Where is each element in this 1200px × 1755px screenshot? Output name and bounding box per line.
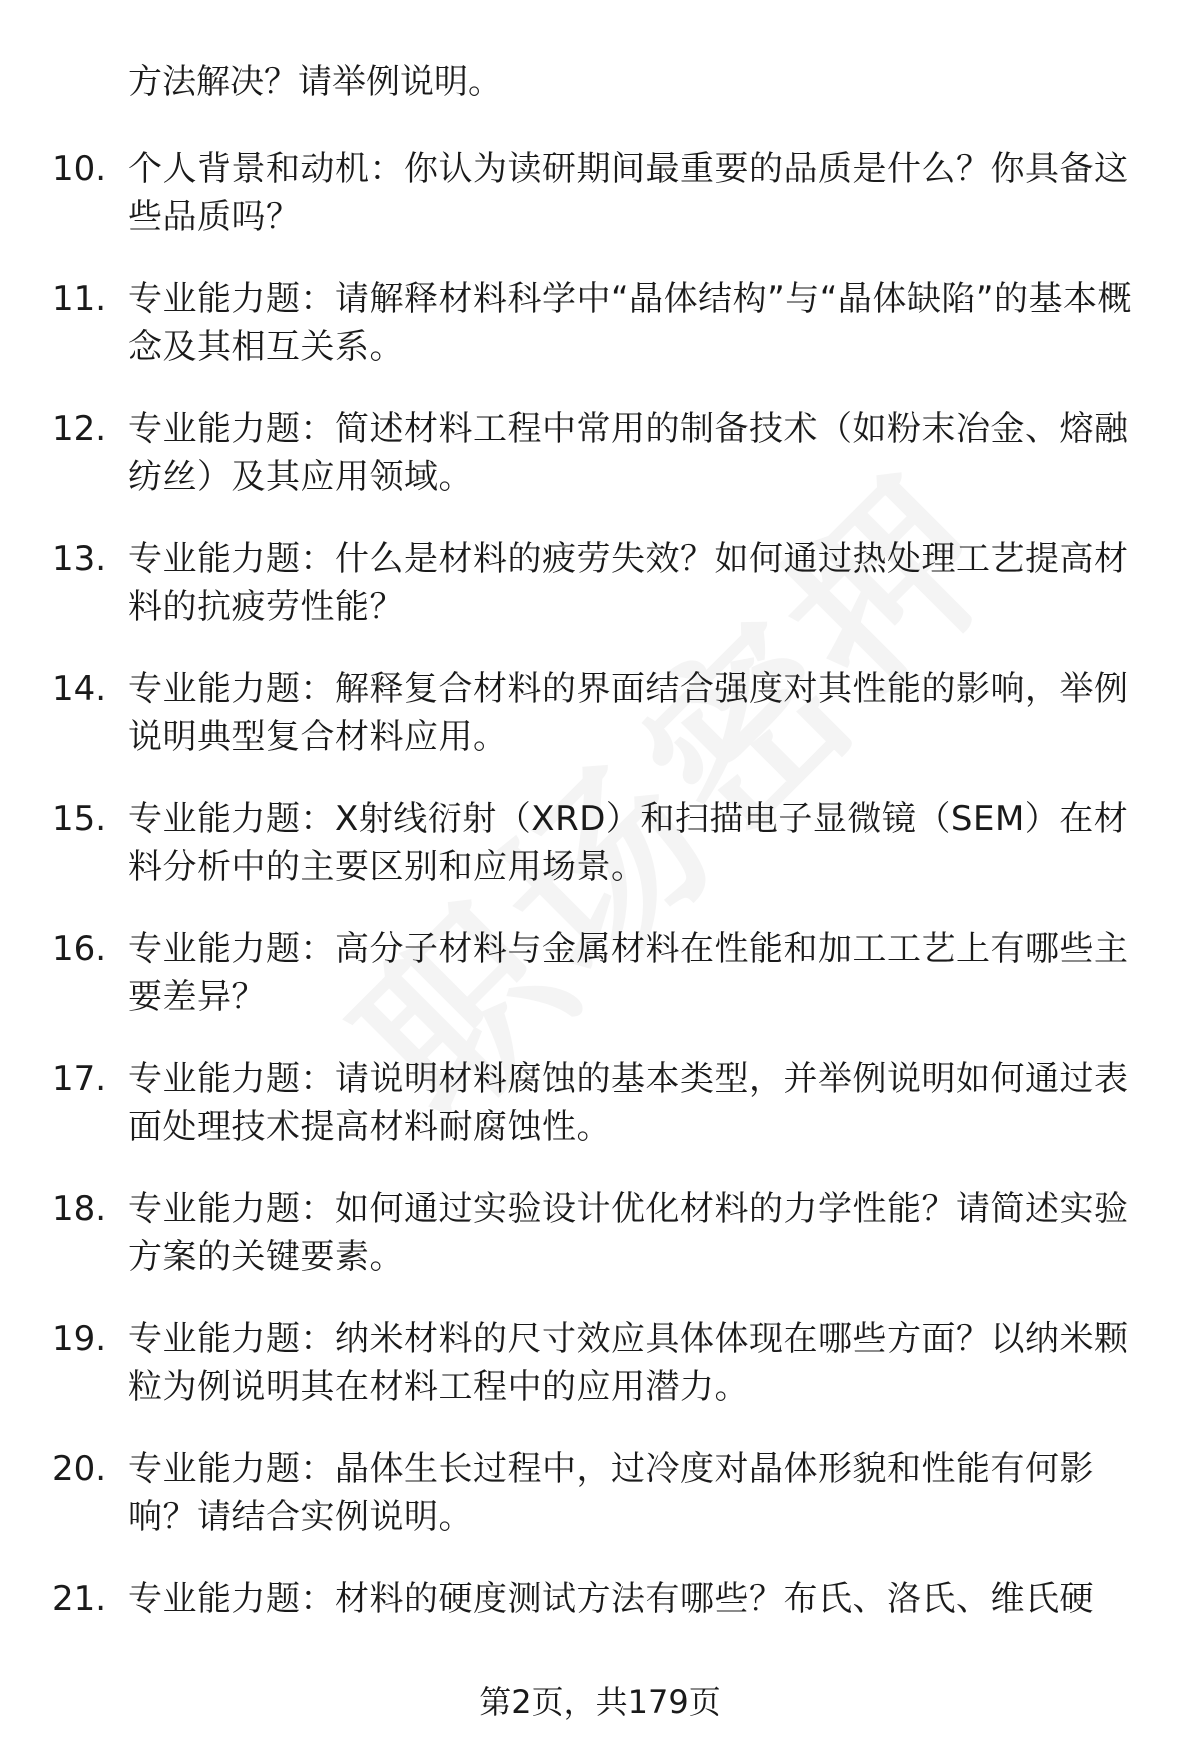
question-number: 17. xyxy=(52,1059,107,1099)
question-list xyxy=(0,145,1200,1705)
question-item xyxy=(0,275,1200,405)
question-number: 12. xyxy=(52,409,107,449)
question-item xyxy=(0,925,1200,1055)
question-item xyxy=(0,145,1200,275)
question-item xyxy=(0,665,1200,795)
question-number: 15. xyxy=(52,799,107,839)
question-item xyxy=(0,405,1200,535)
question-text: 专业能力题：解释复合材料的界面结合强度对其性能的影响，举例说明典型复合材料应用。 xyxy=(128,669,1129,757)
question-number: 14. xyxy=(52,669,107,709)
question-number: 16. xyxy=(52,929,107,969)
question-text: 专业能力题：如何通过实验设计优化材料的力学性能？请简述实验方案的关键要素。 xyxy=(128,1189,1129,1277)
question-text: 专业能力题：高分子材料与金属材料在性能和加工工艺上有哪些主要差异？ xyxy=(128,929,1129,1017)
question-text: 专业能力题：纳米材料的尺寸效应具体体现在哪些方面？以纳米颗粒为例说明其在材料工程中的应用潜力。 xyxy=(128,1319,1129,1407)
question-text: 专业能力题：请解释材料科学中“晶体结构”与“晶体缺陷”的基本概念及其相互关系。 xyxy=(128,279,1132,367)
question-number: 20. xyxy=(52,1449,107,1489)
question-item xyxy=(0,1055,1200,1185)
question-number: 13. xyxy=(52,539,107,579)
question-text: 专业能力题：材料的硬度测试方法有哪些？布氏、洛氏、维氏硬 xyxy=(128,1579,1094,1619)
question-item xyxy=(0,795,1200,925)
question-number: 19. xyxy=(52,1319,107,1359)
question-text: 专业能力题：晶体生长过程中，过冷度对晶体形貌和性能有何影响？请结合实例说明。 xyxy=(128,1449,1094,1537)
question-text: 专业能力题：X射线衍射（XRD）和扫描电子显微镜（SEM）在材料分析中的主要区别和应用场景。 xyxy=(128,799,1129,887)
question-text: 个人背景和动机：你认为读研期间最重要的品质是什么？你具备这些品质吗？ xyxy=(128,149,1129,237)
question-text: 专业能力题：简述材料工程中常用的制备技术（如粉末冶金、熔融纺丝）及其应用领域。 xyxy=(128,409,1129,497)
question-number: 10. xyxy=(52,149,107,189)
question-text: 专业能力题：什么是材料的疲劳失效？如何通过热处理工艺提高材料的抗疲劳性能？ xyxy=(128,539,1129,627)
question-text: 专业能力题：请说明材料腐蚀的基本类型，并举例说明如何通过表面处理技术提高材料耐腐蚀性。 xyxy=(128,1059,1129,1147)
question-number: 11. xyxy=(52,279,107,319)
question-number: 21. xyxy=(52,1579,107,1619)
continuation-text: 方法解决？请举例说明。 xyxy=(128,62,502,102)
question-item xyxy=(0,1445,1200,1575)
question-item xyxy=(0,1185,1200,1315)
question-number: 18. xyxy=(52,1189,107,1229)
page-footer: 第2页，共179页 xyxy=(479,1683,721,1721)
question-item xyxy=(0,1315,1200,1445)
question-item xyxy=(0,535,1200,665)
